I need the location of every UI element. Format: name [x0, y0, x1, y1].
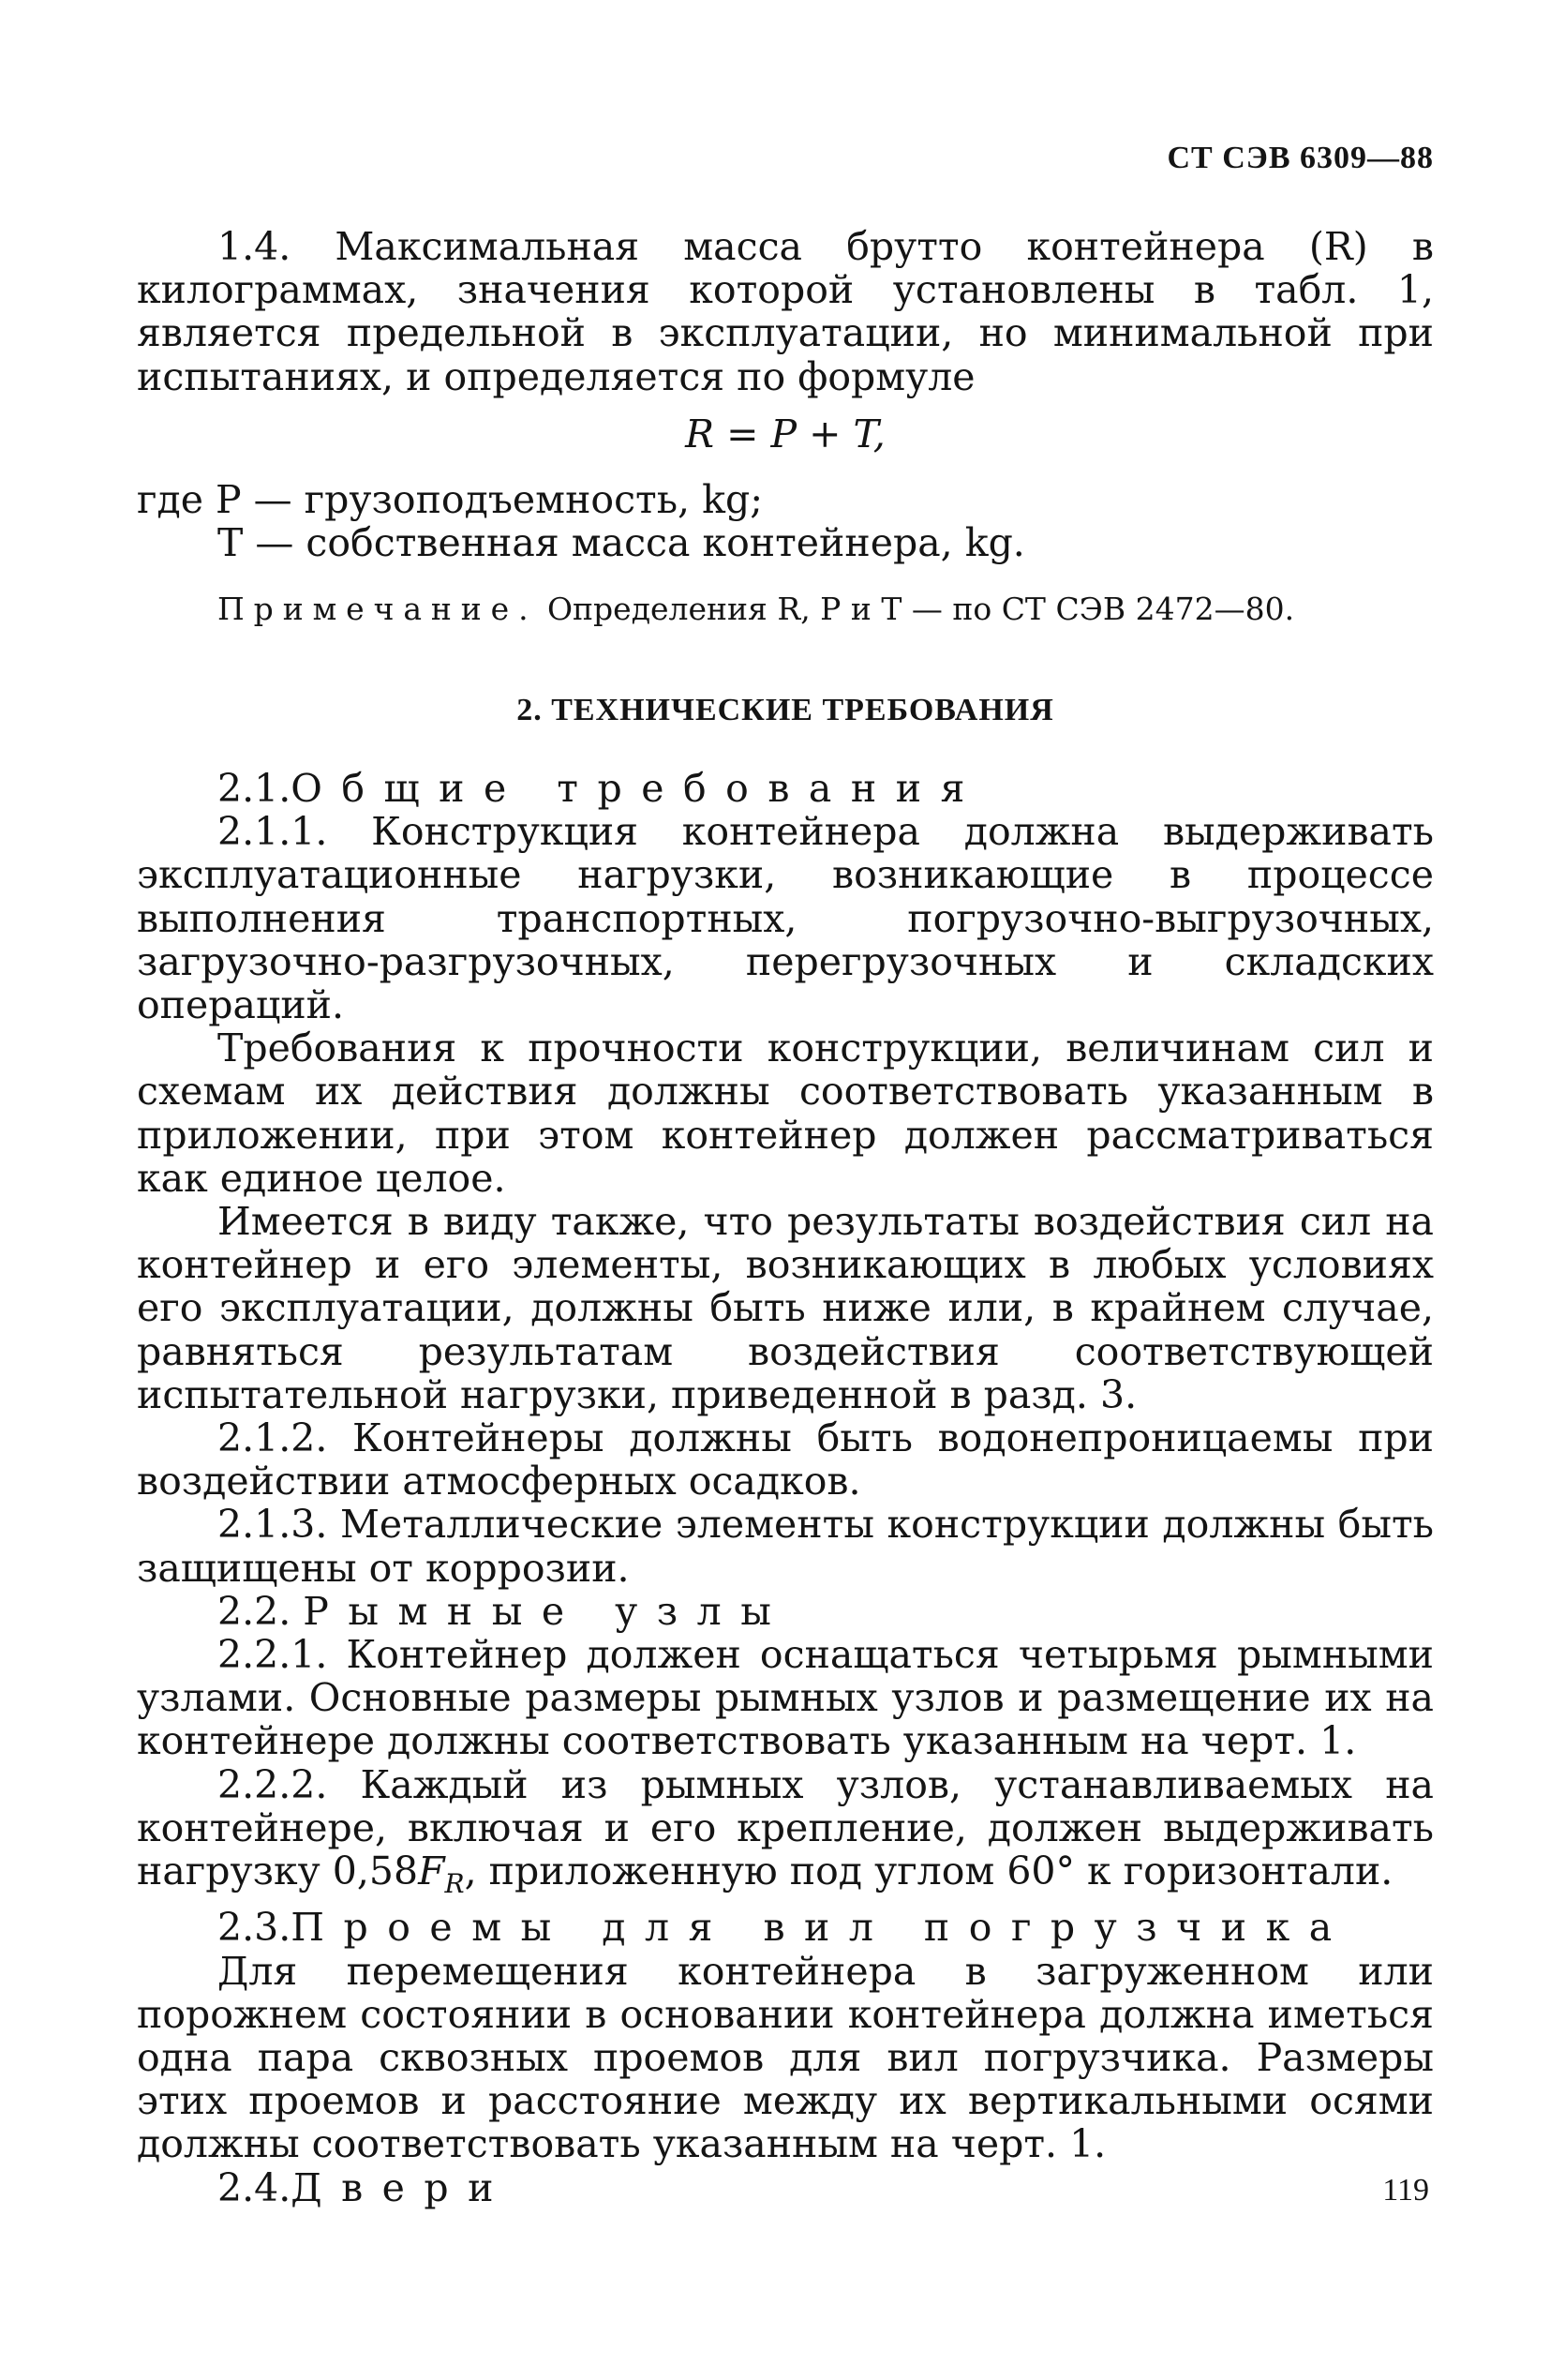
- subsection-2-2-title: [137, 1590, 1434, 1633]
- page-number: 119: [1382, 2173, 1429, 2208]
- note-text: Определения R, P и T — по СТ СЭВ 2472—80.: [547, 591, 1295, 627]
- paragraph-2-2-2: [137, 1763, 1434, 1907]
- legend-t: T — собственная масса контейнера, kg.: [217, 520, 1025, 566]
- subsection-2-4-number: 2.4.: [217, 2164, 291, 2210]
- subsection-2-4-text: Двери: [291, 2164, 514, 2210]
- paragraph-implied-conditions: Имеется в виду также, что результаты воздействия сил на контейнер и его элементы, возникающих в любых условиях его эксплуатации, должны быть ниже или, в крайнем случае, равняться результатам воздействия соответствующей испытательной нагрузки, приведенной в разд. 3.: [137, 1199, 1434, 1417]
- paragraph-2-3: Для перемещения контейнера в загруженном или порожнем состоянии в основании контейнера должна иметься одна пара сквозных проемов для вил погрузчика. Размеры этих проемов и расстояние между их вертикальными осями должны соответствовать указанным на черт. 1.: [137, 1948, 1434, 2167]
- paragraph-2-2-2-end: , приложенную под углом 60° к горизонтали.: [464, 1849, 1394, 1894]
- note-label: Примечание.: [217, 591, 538, 627]
- subsection-2-3-title: [137, 1906, 1434, 1949]
- subsection-2-3-number: 2.3.: [217, 1905, 291, 1951]
- paragraph-2-1-2: 2.1.2. Контейнеры должны быть водонепроницаемы при воздействии атмосферных осадков.: [137, 1415, 1434, 1504]
- force-subscript: R: [444, 1868, 465, 1900]
- subsection-2-2-number: 2.2.: [217, 1588, 291, 1634]
- document-code-header: СТ СЭВ 6309—88: [1167, 141, 1434, 175]
- formula-legend: [137, 478, 1434, 564]
- note: [137, 591, 1434, 628]
- paragraph-2-2-2-start: 2.2.2. Каждый из рымных узлов, устанавливаемых на контейнере, включая и его крепление, должен выдерживать нагрузку 0,58: [137, 1761, 1434, 1894]
- section-2-body: [137, 767, 1434, 2209]
- paragraph-2-2-1: 2.2.1. Контейнер должен оснащаться четырьмя рымными узлами. Основные размеры рымных узлов и размещение их на контейнере должны соответствовать указанным на черт. 1.: [137, 1632, 1434, 1764]
- force-symbol: F: [418, 1849, 445, 1894]
- subsection-2-1-title: [137, 767, 1434, 810]
- paragraph-2-1-1: 2.1.1. Конструкция контейнера должна выдерживать эксплуатационные нагрузки, возникающие в процессе выполнения транспортных, погрузочно-выгрузочных, загрузочно-разгрузочных, перегрузочных и складских операций.: [137, 809, 1434, 1028]
- legend-p: где P — грузоподъемность, kg;: [137, 477, 764, 522]
- paragraph-2-1-3: 2.1.3. Металлические элементы конструкции должны быть защищены от коррозии.: [137, 1502, 1434, 1591]
- subsection-2-3-text: Проемы для вил погрузчика: [291, 1905, 1351, 1951]
- subsection-2-1-text: Общие требования: [291, 766, 984, 811]
- subsection-2-1-number: 2.1.: [217, 766, 291, 811]
- formula: R = P + T,: [685, 412, 886, 457]
- subsection-2-2-text: Рымные узлы: [303, 1588, 791, 1634]
- paragraph-strength-requirements: Требования к прочности конструкции, величинам сил и схемам их действия должны соответствовать указанным в приложении, при этом контейнер должен рассматриваться как единое целое.: [137, 1025, 1434, 1201]
- paragraph-1-4: 1.4. Максимальная масса брутто контейнера (R) в килограммах, значения которой установлены в табл. 1, является предельной в эксплуатации, но минимальной при испытаниях, и определяется по формуле: [137, 224, 1434, 399]
- section-1-4: [137, 225, 1434, 398]
- section-2-heading: 2. ТЕХНИЧЕСКИЕ ТРЕБОВАНИЯ: [516, 693, 1054, 727]
